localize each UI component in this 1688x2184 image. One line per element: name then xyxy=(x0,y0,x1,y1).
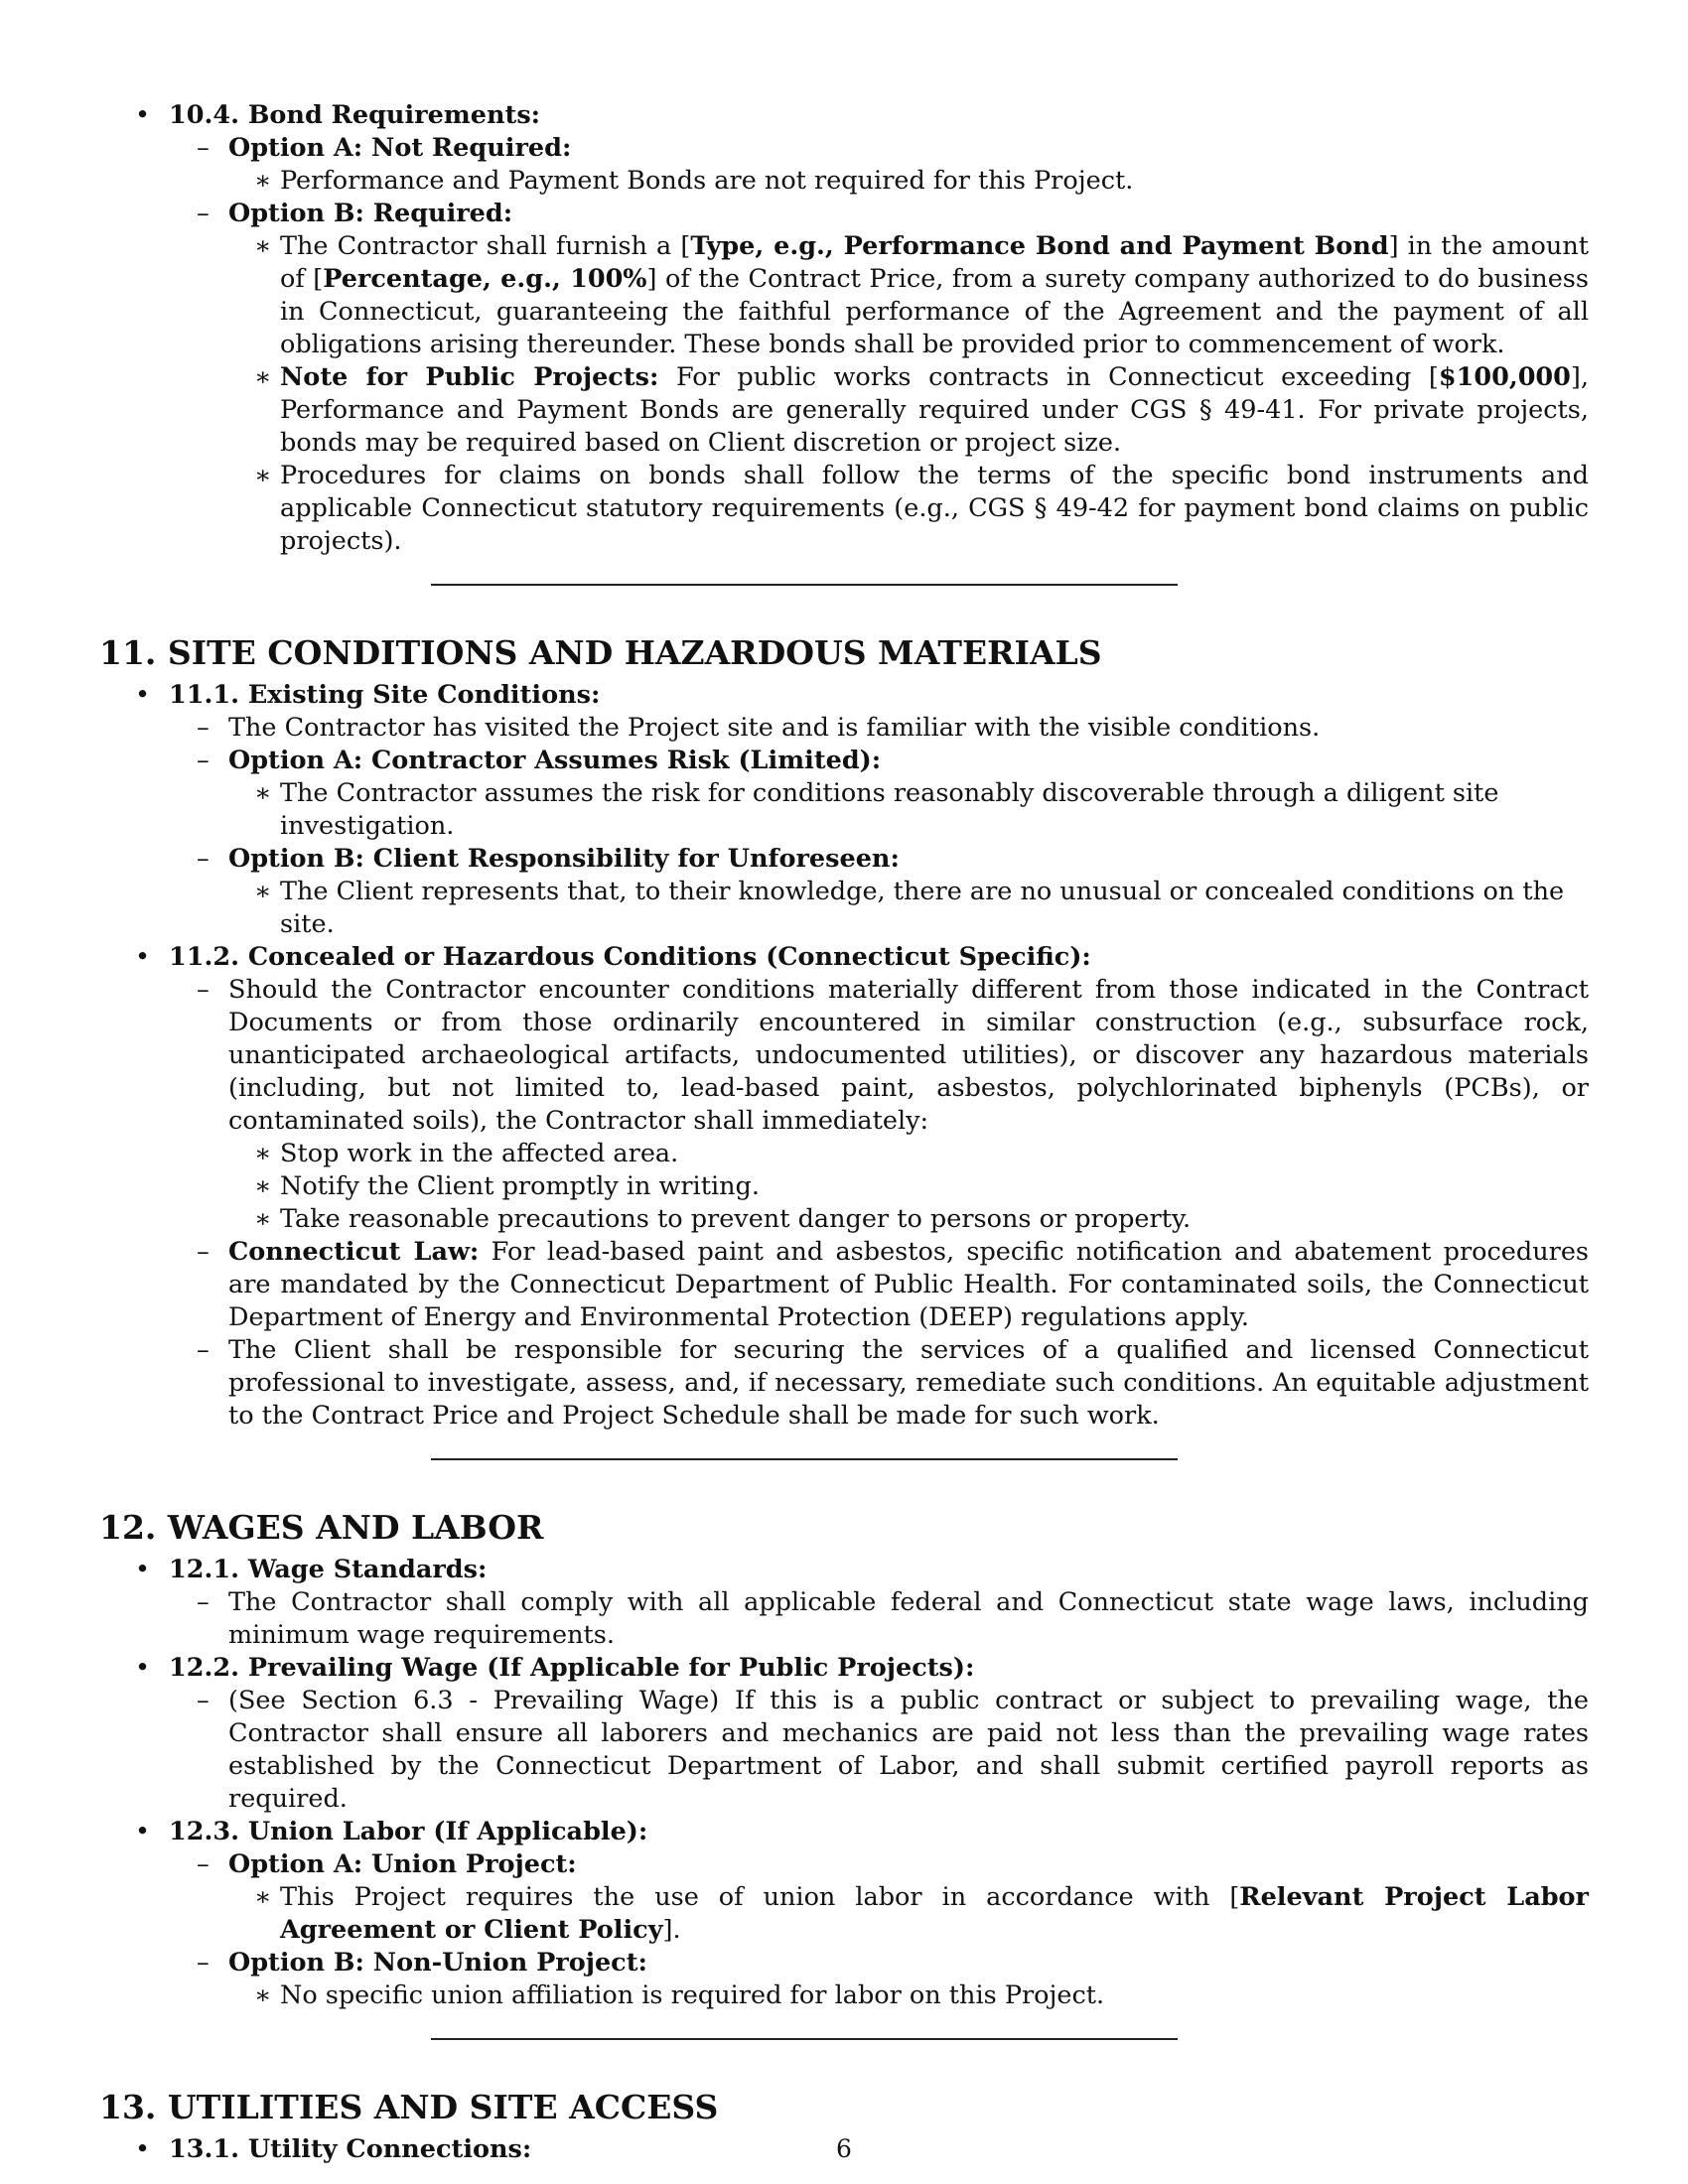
placeholder-bold: Type, e.g., Performance Bond and Payment Bond xyxy=(690,231,1389,261)
list-item xyxy=(99,1881,1589,1947)
item-text: Stop work in the affected area. xyxy=(280,1139,679,1168)
item-text: For public works contracts in Connecticut exceeding [ xyxy=(658,362,1439,392)
dash-marker: – xyxy=(197,199,210,228)
list-item xyxy=(99,1203,1589,1236)
item-text: The Contractor has visited the Project site and is familiar with the visible conditions. xyxy=(228,713,1321,743)
list-item xyxy=(99,1236,1589,1334)
page-number: 6 xyxy=(836,2134,852,2163)
option-heading: Option A: Not Required: xyxy=(228,133,572,163)
bullet: • xyxy=(135,680,151,710)
dash-marker: – xyxy=(197,844,210,874)
list-item xyxy=(99,1586,1589,1652)
list-item xyxy=(99,1947,1589,1979)
item-text: Procedures for claims on bonds shall follow the terms of the specific bond instruments and applicable Connecticut statutory requirements (e.g., CGS § 49-42 for payment bond claims on public projects). xyxy=(280,461,1589,556)
asterisk-marker: ∗ xyxy=(254,877,272,906)
item-text: Notify the Client promptly in writing. xyxy=(280,1171,760,1201)
option-heading: Option A: Union Project: xyxy=(228,1849,577,1879)
section-title: 13. UTILITIES AND SITE ACCESS xyxy=(99,2088,719,2126)
section-title: 11. SITE CONDITIONS AND HAZARDOUS MATERIALS xyxy=(99,633,1102,672)
option-heading: Option B: Client Responsibility for Unforeseen: xyxy=(228,844,900,874)
list-item xyxy=(99,777,1589,843)
list-item xyxy=(99,843,1589,876)
asterisk-marker: ∗ xyxy=(254,166,272,196)
option-heading: Option B: Non-Union Project: xyxy=(228,1948,647,1978)
asterisk-marker: ∗ xyxy=(254,1204,272,1234)
item-text: The Contractor assumes the risk for conditions reasonably discoverable through a diligent site investigation. xyxy=(280,778,1499,841)
asterisk-marker: ∗ xyxy=(254,1139,272,1168)
placeholder-bold: Relevant Project Labor Agreement or Client Policy xyxy=(280,1882,1589,1945)
bullet: • xyxy=(135,2134,151,2164)
bullet: • xyxy=(135,100,151,130)
dash-marker: – xyxy=(197,1849,210,1879)
item-text: ] of the Contract Price, from a surety company authorized to do business in Connecticut, guaranteeing the faithful performance of the Agreement and the payment of all obligations arising thereunder. These bonds shall be provided prior to commencement of work. xyxy=(280,264,1589,359)
list-item xyxy=(99,745,1589,777)
section-heading: 11.1. Existing Site Conditions: xyxy=(169,680,601,710)
asterisk-marker: ∗ xyxy=(254,362,272,392)
dash-marker: – xyxy=(197,1335,210,1365)
section-divider xyxy=(431,2038,1178,2040)
list-item xyxy=(99,876,1589,941)
item-text: This Project requires the use of union labor in accordance with [ xyxy=(280,1882,1240,1912)
list-item xyxy=(99,712,1589,745)
list-item xyxy=(99,1334,1589,1433)
note-label: Connecticut Law: xyxy=(228,1237,480,1267)
list-item xyxy=(99,165,1589,198)
dash-marker: – xyxy=(197,1686,210,1715)
item-text: The Client shall be responsible for securing the services of a qualified and licensed Connecticut professional to investigate, assess, and, if necessary, remediate such conditions. An equitable adjustment to the Contract Price and Project Schedule shall be made for such work. xyxy=(228,1335,1589,1431)
list-item xyxy=(99,941,1589,974)
item-text: (See Section 6.3 - Prevailing Wage) If this is a public contract or subject to prevailing wage, the Contractor shall ensure all laborers and mechanics are paid not less than the prevailing wage rates established by the Connecticut Department of Labor, and shall submit certified payroll reports as required. xyxy=(228,1686,1589,1814)
list-item xyxy=(99,1816,1589,1848)
section-heading: 12.1. Wage Standards: xyxy=(169,1555,488,1584)
item-text: No specific union affiliation is required for labor on this Project. xyxy=(280,1980,1105,2010)
asterisk-marker: ∗ xyxy=(254,231,272,261)
list-item xyxy=(99,1652,1589,1685)
list-item xyxy=(99,99,1589,132)
dash-marker: – xyxy=(197,713,210,743)
note-label: Note for Public Projects: xyxy=(280,362,659,392)
asterisk-marker: ∗ xyxy=(254,1171,272,1201)
list-item xyxy=(99,1554,1589,1586)
list-item xyxy=(99,132,1589,165)
dash-marker: – xyxy=(197,975,210,1005)
list-item xyxy=(99,1138,1589,1170)
asterisk-marker: ∗ xyxy=(254,1980,272,2010)
dash-marker: – xyxy=(197,1587,210,1617)
section-divider xyxy=(431,584,1178,586)
placeholder-bold: $100,000 xyxy=(1438,362,1571,392)
list-item xyxy=(99,1848,1589,1881)
option-heading: Option B: Required: xyxy=(228,199,513,228)
bullet: • xyxy=(135,1653,151,1683)
item-text: For lead-based paint and asbestos, specific notification and abatement procedures are mandated by the Connecticut Department of Public Health. For contaminated soils, the Connecticut Department of Energy and Environmental Protection (DEEP) regulations apply. xyxy=(228,1237,1590,1332)
list-item xyxy=(99,230,1589,361)
bullet: • xyxy=(135,1555,151,1584)
asterisk-marker: ∗ xyxy=(254,1882,272,1912)
list-item xyxy=(99,679,1589,712)
section-heading: 11.2. Concealed or Hazardous Conditions (Connecticut Specific): xyxy=(169,942,1091,972)
list-item xyxy=(99,974,1589,1138)
asterisk-marker: ∗ xyxy=(254,778,272,808)
item-text: ] in the amount of [ xyxy=(280,231,1589,294)
section-heading: 10.4. Bond Requirements: xyxy=(169,100,541,130)
list-item xyxy=(99,460,1589,558)
list-item xyxy=(99,1170,1589,1203)
list-item xyxy=(99,198,1589,230)
asterisk-marker: ∗ xyxy=(254,461,272,490)
placeholder-bold: Percentage, e.g., 100% xyxy=(323,264,647,294)
list-item xyxy=(99,361,1589,460)
option-heading: Option A: Contractor Assumes Risk (Limited): xyxy=(228,746,882,775)
item-text: The Contractor shall comply with all applicable federal and Connecticut state wage laws, including minimum wage requirements. xyxy=(228,1587,1589,1650)
dash-marker: – xyxy=(197,1948,210,1978)
dash-marker: – xyxy=(197,133,210,163)
item-text: ]. xyxy=(662,1915,681,1945)
bullet: • xyxy=(135,942,151,972)
bullet: • xyxy=(135,1817,151,1846)
item-text: Performance and Payment Bonds are not required for this Project. xyxy=(280,166,1134,196)
item-text: ], Performance and Payment Bonds are generally required under CGS § 49-41. For private projects, bonds may be required based on Client discretion or project size. xyxy=(280,362,1589,458)
dash-marker: – xyxy=(197,746,210,775)
section-heading: 12.2. Prevailing Wage (If Applicable for Public Projects): xyxy=(169,1653,975,1683)
item-text: The Contractor shall furnish a [ xyxy=(280,231,691,261)
item-text: Take reasonable precautions to prevent danger to persons or property. xyxy=(280,1204,1192,1234)
section-divider xyxy=(431,1458,1178,1460)
list-item xyxy=(99,1979,1589,2012)
list-item xyxy=(99,1685,1589,1816)
section-heading: 12.3. Union Labor (If Applicable): xyxy=(169,1817,648,1846)
section-title: 12. WAGES AND LABOR xyxy=(99,1508,544,1547)
dash-marker: – xyxy=(197,1237,210,1267)
item-text: Should the Contractor encounter conditions materially different from those indicated in the Contract Documents or from those ordinarily encountered in similar construction (e.g., subsurface rock, unanticipated archaeological artifacts, undocumented utilities), or discover any hazardous materials (including, but not limited to, lead-based paint, asbestos, polychlorinated biphenyls (PCBs), or contaminated soils), the Contractor shall immediately: xyxy=(228,975,1589,1136)
item-text: The Client represents that, to their knowledge, there are no unusual or concealed conditions on the site. xyxy=(280,877,1565,939)
document-page xyxy=(99,99,1589,2166)
section-heading: 13.1. Utility Connections: xyxy=(169,2134,532,2164)
